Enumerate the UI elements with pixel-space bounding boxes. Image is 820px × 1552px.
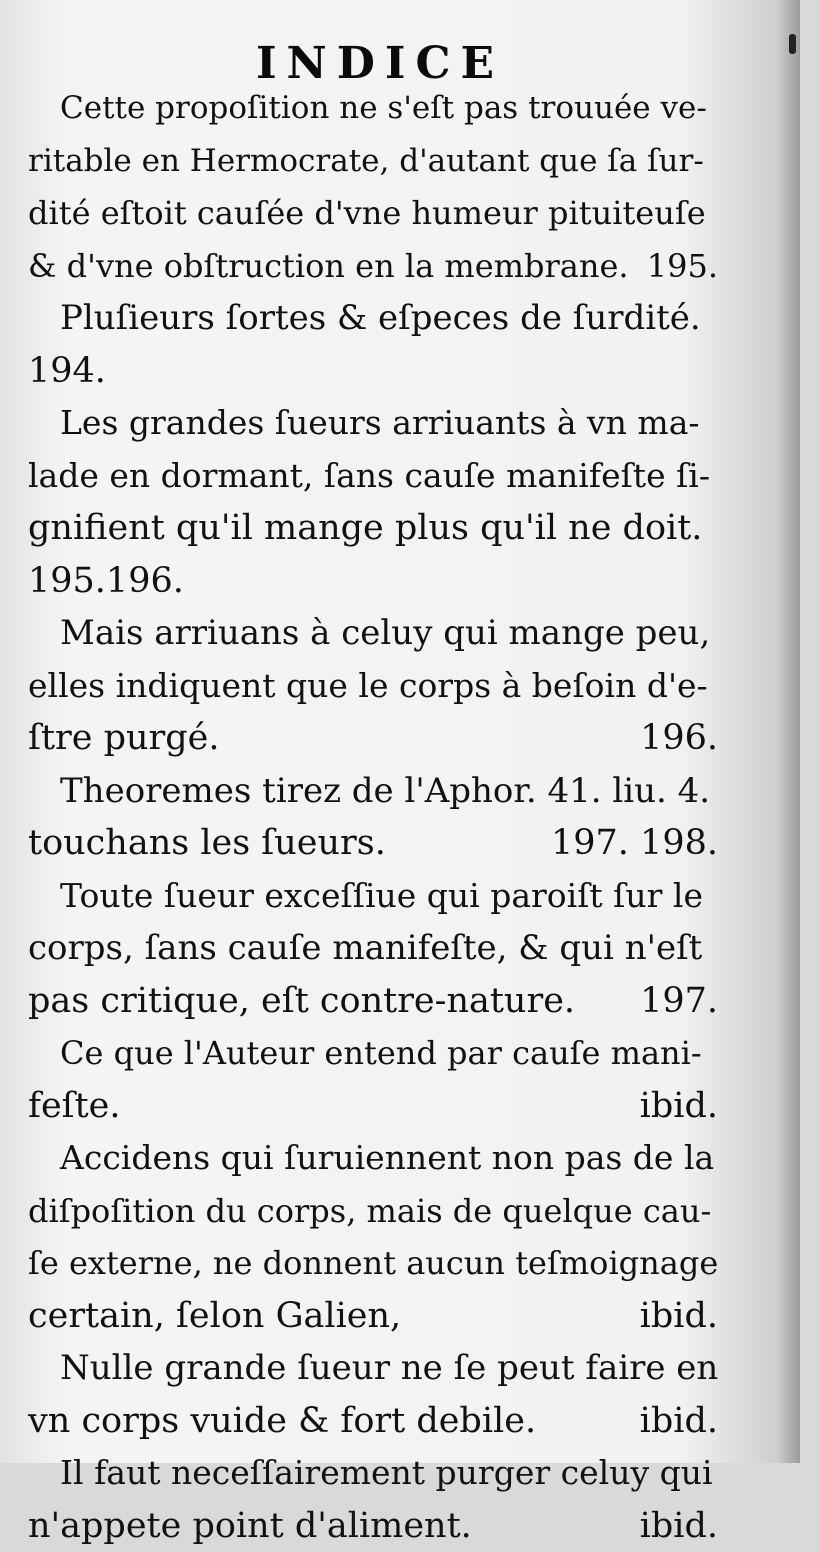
line-text: Toute ſueur exceſſiue qui paroiſt ſur le xyxy=(60,870,703,923)
entry-line xyxy=(28,1395,718,1448)
entry-line xyxy=(28,712,718,765)
line-text: & d'vne obſtruction en la membrane. xyxy=(28,240,629,293)
entry-line xyxy=(28,345,718,398)
line-text: ritable en Hermocrate, d'autant que ſa ſur- xyxy=(28,135,704,188)
line-text: Il faut neceſſairement purger celuy qui xyxy=(60,1447,713,1500)
index-entry xyxy=(28,1447,718,1552)
line-text: Theoremes tirez de l'Aphor. 41. liu. 4. xyxy=(60,765,710,818)
entry-line xyxy=(28,82,718,135)
entry-line xyxy=(28,1027,718,1080)
entry-line xyxy=(28,135,718,188)
page-title: INDICE xyxy=(0,38,760,89)
entry-line xyxy=(28,1237,718,1290)
entry-line xyxy=(28,922,718,975)
index-entry xyxy=(28,870,718,1028)
line-text: 194. xyxy=(28,345,106,398)
page-edge-mark xyxy=(789,34,796,54)
line-text: ſe externe, ne donnent aucun teſmoignage xyxy=(28,1237,718,1290)
page-reference: ibid. xyxy=(628,1500,718,1552)
entry-line xyxy=(28,1290,718,1343)
line-text: n'appete point d'aliment. xyxy=(28,1500,472,1552)
entry-line xyxy=(28,240,718,293)
entry-line xyxy=(28,765,718,818)
entry-line xyxy=(28,187,718,240)
index-entry xyxy=(28,292,718,397)
line-text: Cette propoſition ne s'eſt pas trouuée ve- xyxy=(60,82,707,135)
entry-line xyxy=(28,975,718,1028)
page-reference: ibid. xyxy=(628,1080,718,1133)
index-entry xyxy=(28,1027,718,1132)
entry-line xyxy=(28,450,718,503)
index-entry xyxy=(28,1132,718,1342)
page-reference: 196. xyxy=(628,712,718,765)
index-entry xyxy=(28,765,718,870)
line-text: Nulle grande ſueur ne ſe peut faire en xyxy=(60,1342,718,1395)
index-entries xyxy=(28,82,718,1552)
line-text: Accidens qui ſuruiennent non pas de la xyxy=(60,1132,714,1185)
entry-line xyxy=(28,555,718,608)
line-text: corps, ſans cauſe manifeſte, & qui n'eſt xyxy=(28,922,702,975)
line-text: feſte. xyxy=(28,1080,121,1133)
entry-line xyxy=(28,870,718,923)
page-reference: ibid. xyxy=(628,1290,718,1343)
line-text: Pluſieurs ſortes & eſpeces de ſurdité. xyxy=(60,292,701,345)
line-text: gnifient qu'il mange plus qu'il ne doit. xyxy=(28,502,702,555)
entry-line xyxy=(28,292,718,345)
line-text: pas critique, eſt contre-nature. xyxy=(28,975,575,1028)
entry-line xyxy=(28,1132,718,1185)
entry-line xyxy=(28,1185,718,1238)
line-text: vn corps vuide & fort debile. xyxy=(28,1395,536,1448)
page-reference: 197. 198. xyxy=(539,817,718,870)
line-text: touchans les ſueurs. xyxy=(28,817,386,870)
line-text: Mais arriuans à celuy qui mange peu, xyxy=(60,607,710,660)
entry-line xyxy=(28,607,718,660)
entry-line xyxy=(28,1080,718,1133)
entry-line xyxy=(28,1500,718,1552)
index-entry xyxy=(28,82,718,292)
index-entry xyxy=(28,607,718,765)
entry-line xyxy=(28,1447,718,1500)
page-reference: ibid. xyxy=(628,1395,718,1448)
line-text: elles indiquent que le corps à beſoin d'e- xyxy=(28,660,708,713)
line-text: 195.196. xyxy=(28,555,184,608)
entry-line xyxy=(28,502,718,555)
page-reference: 197. xyxy=(628,975,718,1028)
index-entry xyxy=(28,1342,718,1447)
line-text: diſpoſition du corps, mais de quelque cau- xyxy=(28,1185,711,1238)
line-text: ſtre purgé. xyxy=(28,712,220,765)
line-text: Ce que l'Auteur entend par cauſe mani- xyxy=(60,1027,702,1080)
line-text: certain, ſelon Galien, xyxy=(28,1290,401,1343)
entry-line xyxy=(28,817,718,870)
line-text: dité eſtoit cauſée d'vne humeur pituiteuſe xyxy=(28,187,706,240)
line-text: Les grandes ſueurs arriuants à vn ma- xyxy=(60,397,700,450)
entry-line xyxy=(28,660,718,713)
page-reference: 195. xyxy=(635,240,718,293)
line-text: lade en dormant, ſans cauſe manifeſte ſi- xyxy=(28,450,710,503)
entry-line xyxy=(28,397,718,450)
entry-line xyxy=(28,1342,718,1395)
index-entry xyxy=(28,397,718,607)
